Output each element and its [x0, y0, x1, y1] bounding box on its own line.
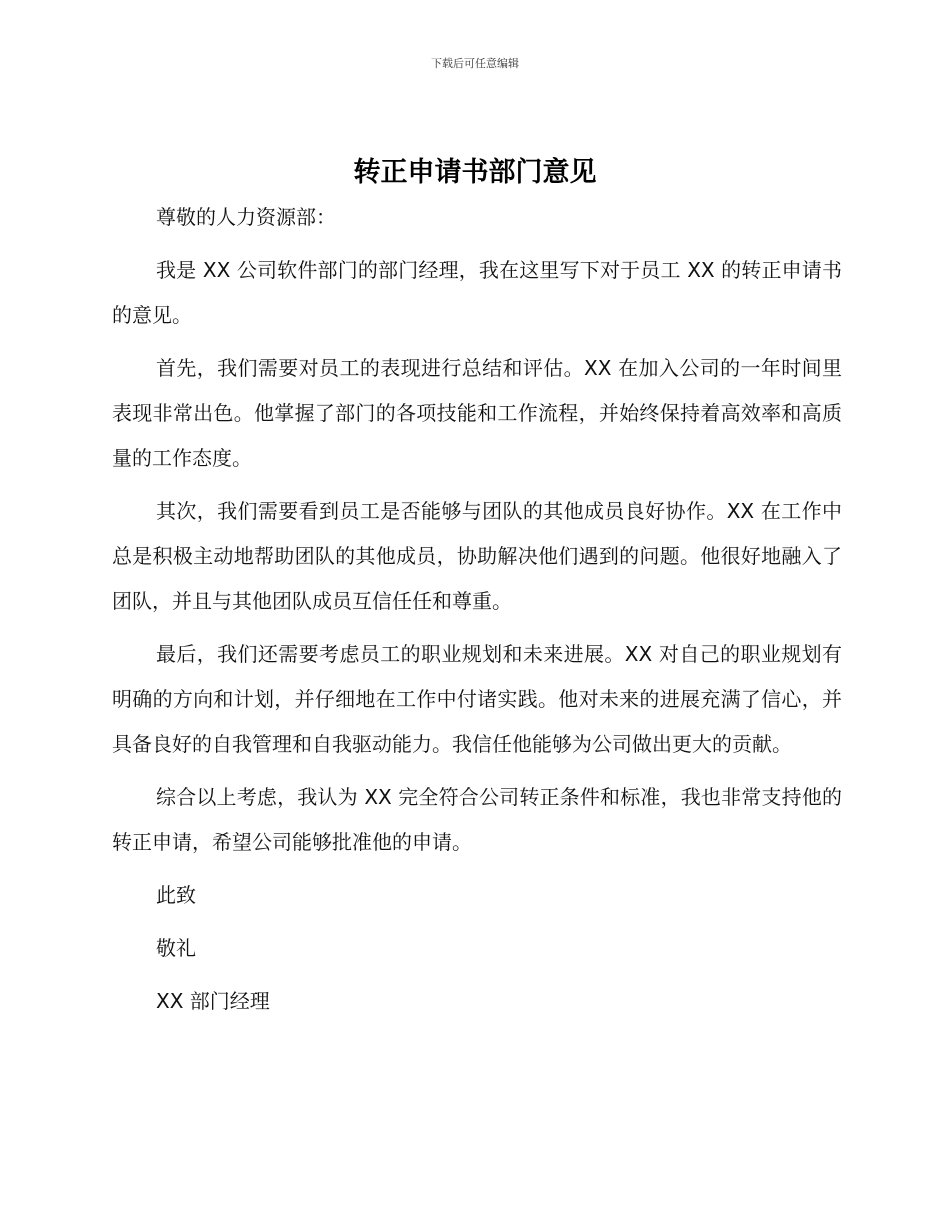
signature: XX 部门经理 — [156, 989, 270, 1013]
paragraph-2: 首先，我们需要对员工的表现进行总结和评估。XX 在加入公司的一年时间里表现非常出色。他掌握了部门的各项技能和工作流程，并始终保持着高效率和高质量的工作态度。 — [112, 356, 842, 470]
paragraph-4: 最后，我们还需要考虑员工的职业规划和未来进展。XX 对自己的职业规划有明确的方向和计划，并仔细地在工作中付诸实践。他对未来的进展充满了信心，并具备良好的自我管理和自我驱动能力。我信任他能够为公司做出更大的贡献。 — [112, 642, 842, 756]
salutation: 尊敬的人力资源部： — [156, 205, 336, 229]
closing-line-1: 此致 — [156, 883, 196, 907]
document-title: 转正申请书部门意见 — [353, 157, 597, 188]
header-note: 下载后可任意编辑 — [431, 57, 519, 70]
letter-body — [112, 195, 842, 1032]
paragraph-3: 其次，我们需要看到员工是否能够与团队的其他成员良好协作。XX 在工作中总是积极主动地帮助团队的其他成员，协助解决他们遇到的问题。他很好地融入了团队，并且与其他团队成员互信任任和尊重。 — [112, 499, 842, 613]
paragraph-1: 我是 XX 公司软件部门的部门经理，我在这里写下对于员工 XX 的转正申请书的意见。 — [112, 258, 842, 327]
closing-line-2: 敬礼 — [156, 936, 196, 960]
paragraph-5: 综合以上考虑，我认为 XX 完全符合公司转正条件和标准，我也非常支持他的转正申请，希望公司能够批准他的申请。 — [112, 785, 842, 854]
